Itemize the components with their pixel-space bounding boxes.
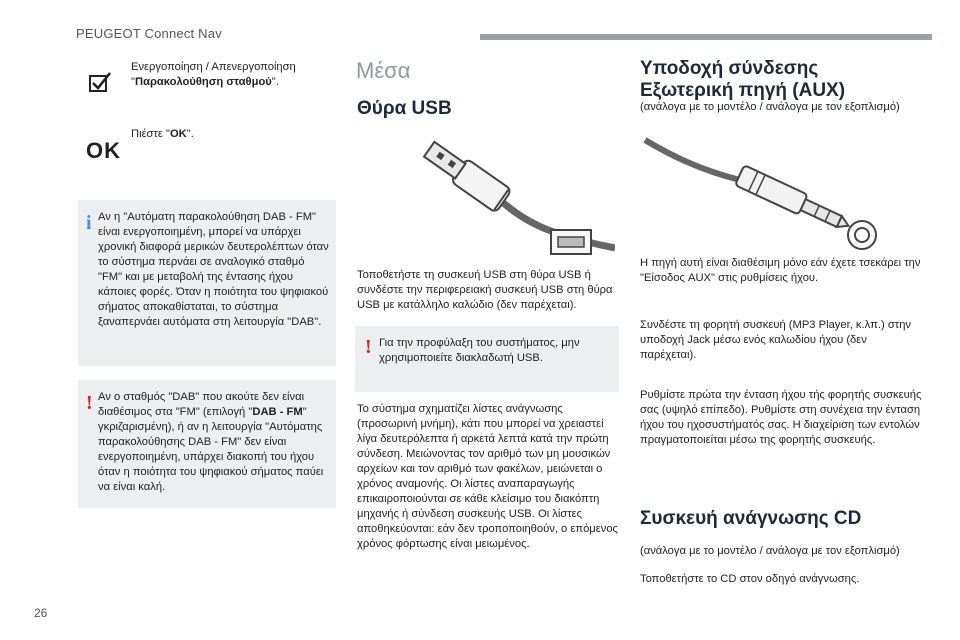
warning-icon: ! bbox=[86, 392, 93, 414]
ok-icon: OK bbox=[86, 138, 121, 163]
info-icon: i bbox=[86, 212, 92, 234]
header-rule bbox=[480, 34, 932, 40]
info-box bbox=[78, 200, 336, 366]
page-number: 26 bbox=[34, 606, 48, 620]
step-toggle-tracking: Ενεργοποίηση / Απενεργοποίηση "Παρακολούθηση σταθμού". bbox=[131, 61, 296, 88]
usb-warning-box bbox=[355, 326, 619, 392]
section-title-media: Μέσα bbox=[356, 58, 411, 83]
usb-connector-illustration bbox=[355, 130, 615, 255]
usb-port-heading: Θύρα USB bbox=[357, 98, 452, 119]
step-press-ok: Πιέστε "OK". bbox=[131, 128, 194, 140]
usb-playlist-info: Το σύστημα σχηματίζει λίστες ανάγνωσης (προσωρινή μνήμη), κάτι που μπορεί να χρειαστεί λίγα δευτερόλεπτα ή αρκετά λεπτά κατά την πρώτη σύνδεση. Μειώνοντας τον αριθμό των μη μουσικών αρχείων και τον αριθμό των φακέλων, μειώνεται ο χρόνος αναμονής. Οι λίστες αναπαραγωγής επικαιροποιούνται σε κάθε κλείσιμο του διακόπτη μηχανής ή σύνδεση συσκευής USB. Οι λίστες αποθηκεύονται: εάν δεν τροποποιηθούν, ο επόμενος χρόνος φόρτωσης είναι μειωμένος. bbox=[357, 403, 618, 550]
aux-connect-text: Συνδέστε τη φορητή συσκευή (MP3 Player, κ.λπ.) στην υποδοχή Jack μέσω ενός καλωδίου ήχου (δεν παρέχεται). bbox=[640, 319, 912, 361]
manual-brand: PEUGEOT Connect Nav bbox=[76, 26, 222, 41]
cd-player-heading: Συσκευή ανάγνωσης CD bbox=[640, 508, 862, 529]
aux-volume-text: Ρυθμίστε πρώτα την ένταση ήχου τής φορητής συσκευής σας (υψηλό επίπεδο). Ρυθμίστε στη συνέχεια την ένταση ήχου του ηχοσυστήματός σας. Η διαχείριση των εντολών πραγματοποιείται μέσω της φορητής συσκευής. bbox=[640, 389, 922, 446]
aux-availability-note: (ανάλογα με το μοντέλο / ανάλογα με τον εξοπλισμό) bbox=[640, 101, 900, 113]
warning-text: Αν ο σταθμός "DAB" που ακούτε δεν είναι διαθέσιμος στα "FM" (επιλογή "DAB - FM" γκριζαρισμένη), ή αν η λειτουργία "Αυτόματης παρακολούθησης DAB - FM" δεν είναι ενεργοποιημένη, υπάρχει διακοπή του ήχου όταν η ποιότητα του ψηφιακού σήματος παύει να είναι καλή. bbox=[98, 391, 324, 493]
info-text: Αν η "Αυτόματη παρακολούθηση DAB - FM" είναι ενεργοποιημένη, μπορεί να υπάρχει χρονική διαφορά μερικών δευτερολέπτων όταν το σύστημα περνάει σε αναλογικό σταθμό "FM" και με μεταβολή της έντασης ήχου κάποιες φορές. Όταν η ποιότητα του ψηφιακού σήματος αποκαθίσταται, το σύστημα ξαναπερνάει αυτόματα στη λειτουργία "DAB". bbox=[98, 211, 329, 328]
aux-heading: Υποδοχή σύνδεσης Εξωτερική πηγή (AUX) bbox=[640, 58, 846, 101]
warning-box bbox=[78, 380, 336, 508]
usb-instructions: Τοποθετήστε τη συσκευή USB στη θύρα USB ή συνδέστε την περιφερειακή συσκευή USB στη θύρα USB με κατάλληλο καλώδιο (δεν παρέχεται). bbox=[357, 269, 613, 311]
usb-warning-text: Για την προφύλαξη του συστήματος, μην χρησιμοποιείτε διακλαδωτή USB. bbox=[379, 337, 580, 364]
warning-icon: ! bbox=[365, 336, 372, 358]
cd-availability-note: (ανάλογα με το μοντέλο / ανάλογα με τον εξοπλισμό) bbox=[640, 545, 900, 557]
aux-availability-text: Η πηγή αυτή είναι διαθέσιμη μόνο εάν έχετε τσεκάρει την "Είσοδος AUX" στις ρυθμίσεις ήχου. bbox=[640, 257, 921, 284]
jack-connector-illustration bbox=[640, 125, 910, 255]
checkbox-icon bbox=[88, 70, 112, 94]
cd-insert-text: Τοποθετήστε το CD στον οδηγό ανάγνωσης. bbox=[640, 573, 860, 585]
